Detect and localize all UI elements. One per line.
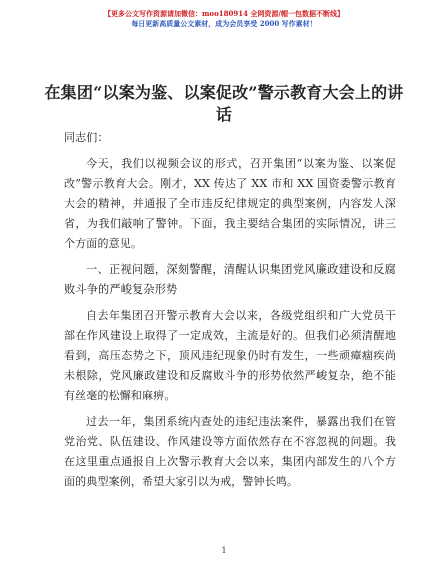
document-body <box>64 128 396 498</box>
promo-banner <box>0 9 448 29</box>
paragraph: 过去一年，集团系统内查处的违纪违法案件，暴露出我们在管党治党、队伍建设、作风建设等方面依然存在不容忽视的问题。我在这里重点通报自上次警示教育大会以来，集团内部发生的八个方面的典型案例，希望大家引以为戒，警钟长鸣。 <box>64 415 396 488</box>
document-title: 在集团“以案为鉴、以案促改”警示教育大会上的讲话 <box>44 83 404 124</box>
page-number: 1 <box>221 546 227 555</box>
section-heading: 一、正视问题，深刻警醒，清醒认识集团党风廉政建设和反腐败斗争的严峻复杂形势 <box>64 263 396 296</box>
promo-line-2: 每日更新高质量公文素材，成为会员享受 2000 写作素材！ <box>131 19 317 28</box>
salutation: 同志们： <box>64 131 109 144</box>
promo-line-1: 【更多公文写作资源请加微信：moo180914 全网资源/帽一包数据不断线】 <box>104 9 344 18</box>
paragraph: 自去年集团召开警示教育大会以来，各级党组织和广大党员干部在作风建设上取得了一定成效，主流是好的。但我们必须清醒地看到，高压态势之下，顶风违纪现象仍时有发生，一些顽瘴痼疾尚未根除，党风廉政建设和反腐败斗争的形势依然严峻复杂，绝不能有丝毫的松懈和麻痹。 <box>64 309 396 402</box>
paragraph: 今天，我们以视频会议的形式，召开集团“以案为鉴、以案促改”警示教育大会。刚才，XX 传达了 XX 市和 XX 国资委警示教育大会的精神，并通报了全市违反纪律规定的典型案例，内容发人深省，为我们敲响了警钟。下面，我主要结合集团的实际情况，讲三个方面的意见。 <box>64 157 396 250</box>
